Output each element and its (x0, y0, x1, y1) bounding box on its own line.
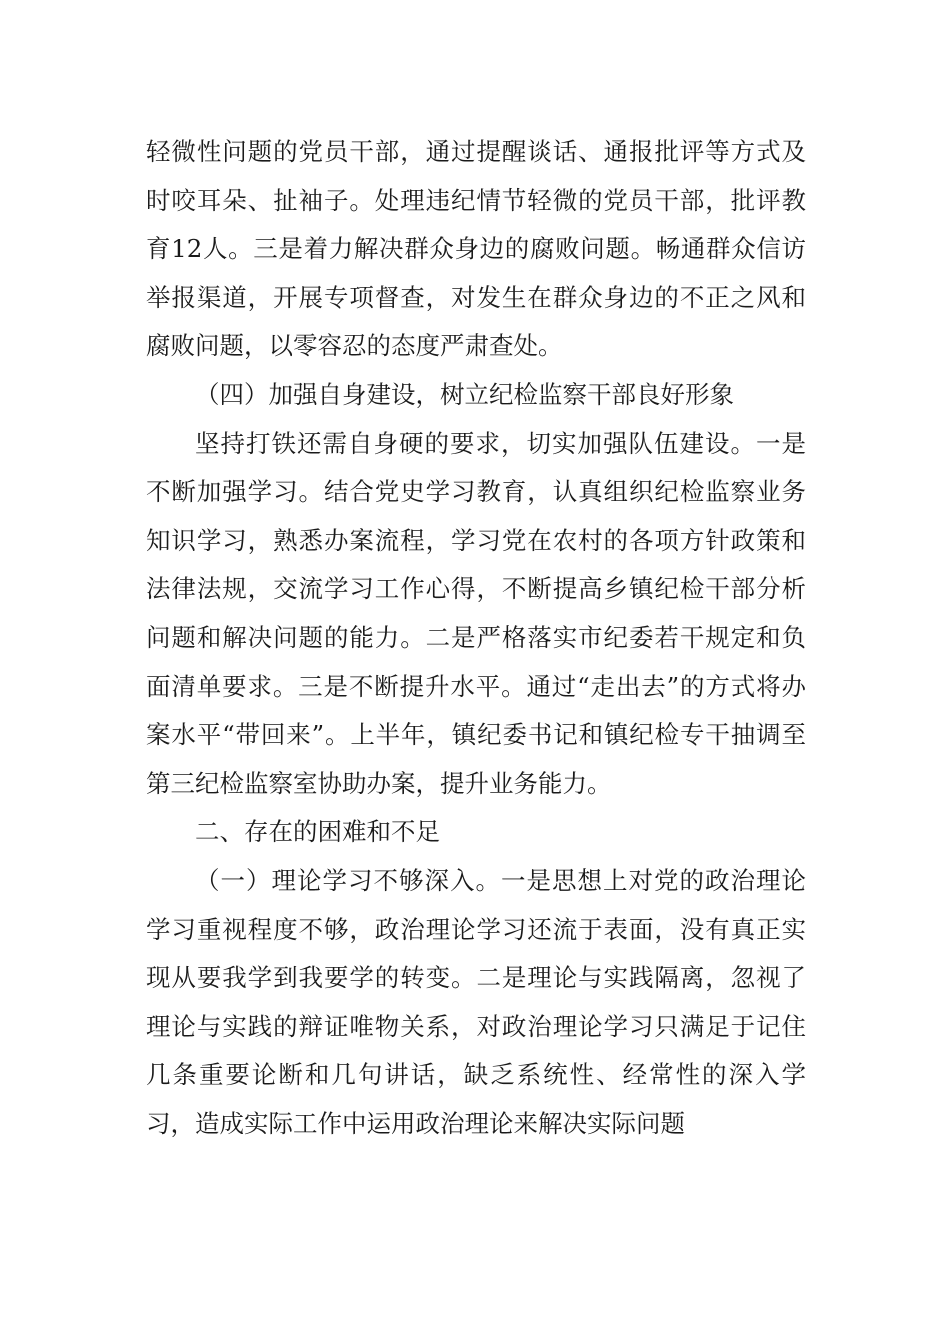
paragraph-theory-study: （一）理论学习不够深入。一是思想上对党的政治理论学习重视程度不够，政治理论学习还流于表面，没有真正实现从要我学到我要学的转变。二是理论与实践隔离，忽视了理论与实践的辩证唯物关系，对政治理论学习只满足于记住几条重要论断和几句讲话，缺乏系统性、经常性的深入学习，造成实际工作中运用政治理论来解决实际问题 (146, 865, 806, 1138)
paragraph-continuation: 轻微性问题的党员干部，通过提醒谈话、通报批评等方式及时咬耳朵、扯袖子。处理违纪情节轻微的党员干部，批评教育12人。三是着力解决群众身边的腐败问题。畅通群众信访举报渠道，开展专项督查，对发生在群众身边的不正之风和腐败问题，以零容忍的态度严肃查处。 (146, 137, 806, 361)
section-heading-self-construction: （四）加强自身建设，树立纪检监察干部良好形象 (195, 379, 734, 409)
document-body (146, 128, 806, 1148)
section-heading-difficulties: 二、存在的困难和不足 (195, 817, 440, 847)
paragraph-team-building: 坚持打铁还需自身硬的要求，切实加强队伍建设。一是不断加强学习。结合党史学习教育，认真组织纪检监察业务知识学习，熟悉办案流程，学习党在农村的各项方针政策和法律法规，交流学习工作心得，不断提高乡镇纪检干部分析问题和解决问题的能力。二是严格落实市纪委若干规定和负面清单要求。三是不断提升水平。通过“走出去”的方式将办案水平“带回来”。上半年，镇纪委书记和镇纪检专干抽调至第三纪检监察室协助办案，提升业务能力。 (146, 428, 806, 798)
